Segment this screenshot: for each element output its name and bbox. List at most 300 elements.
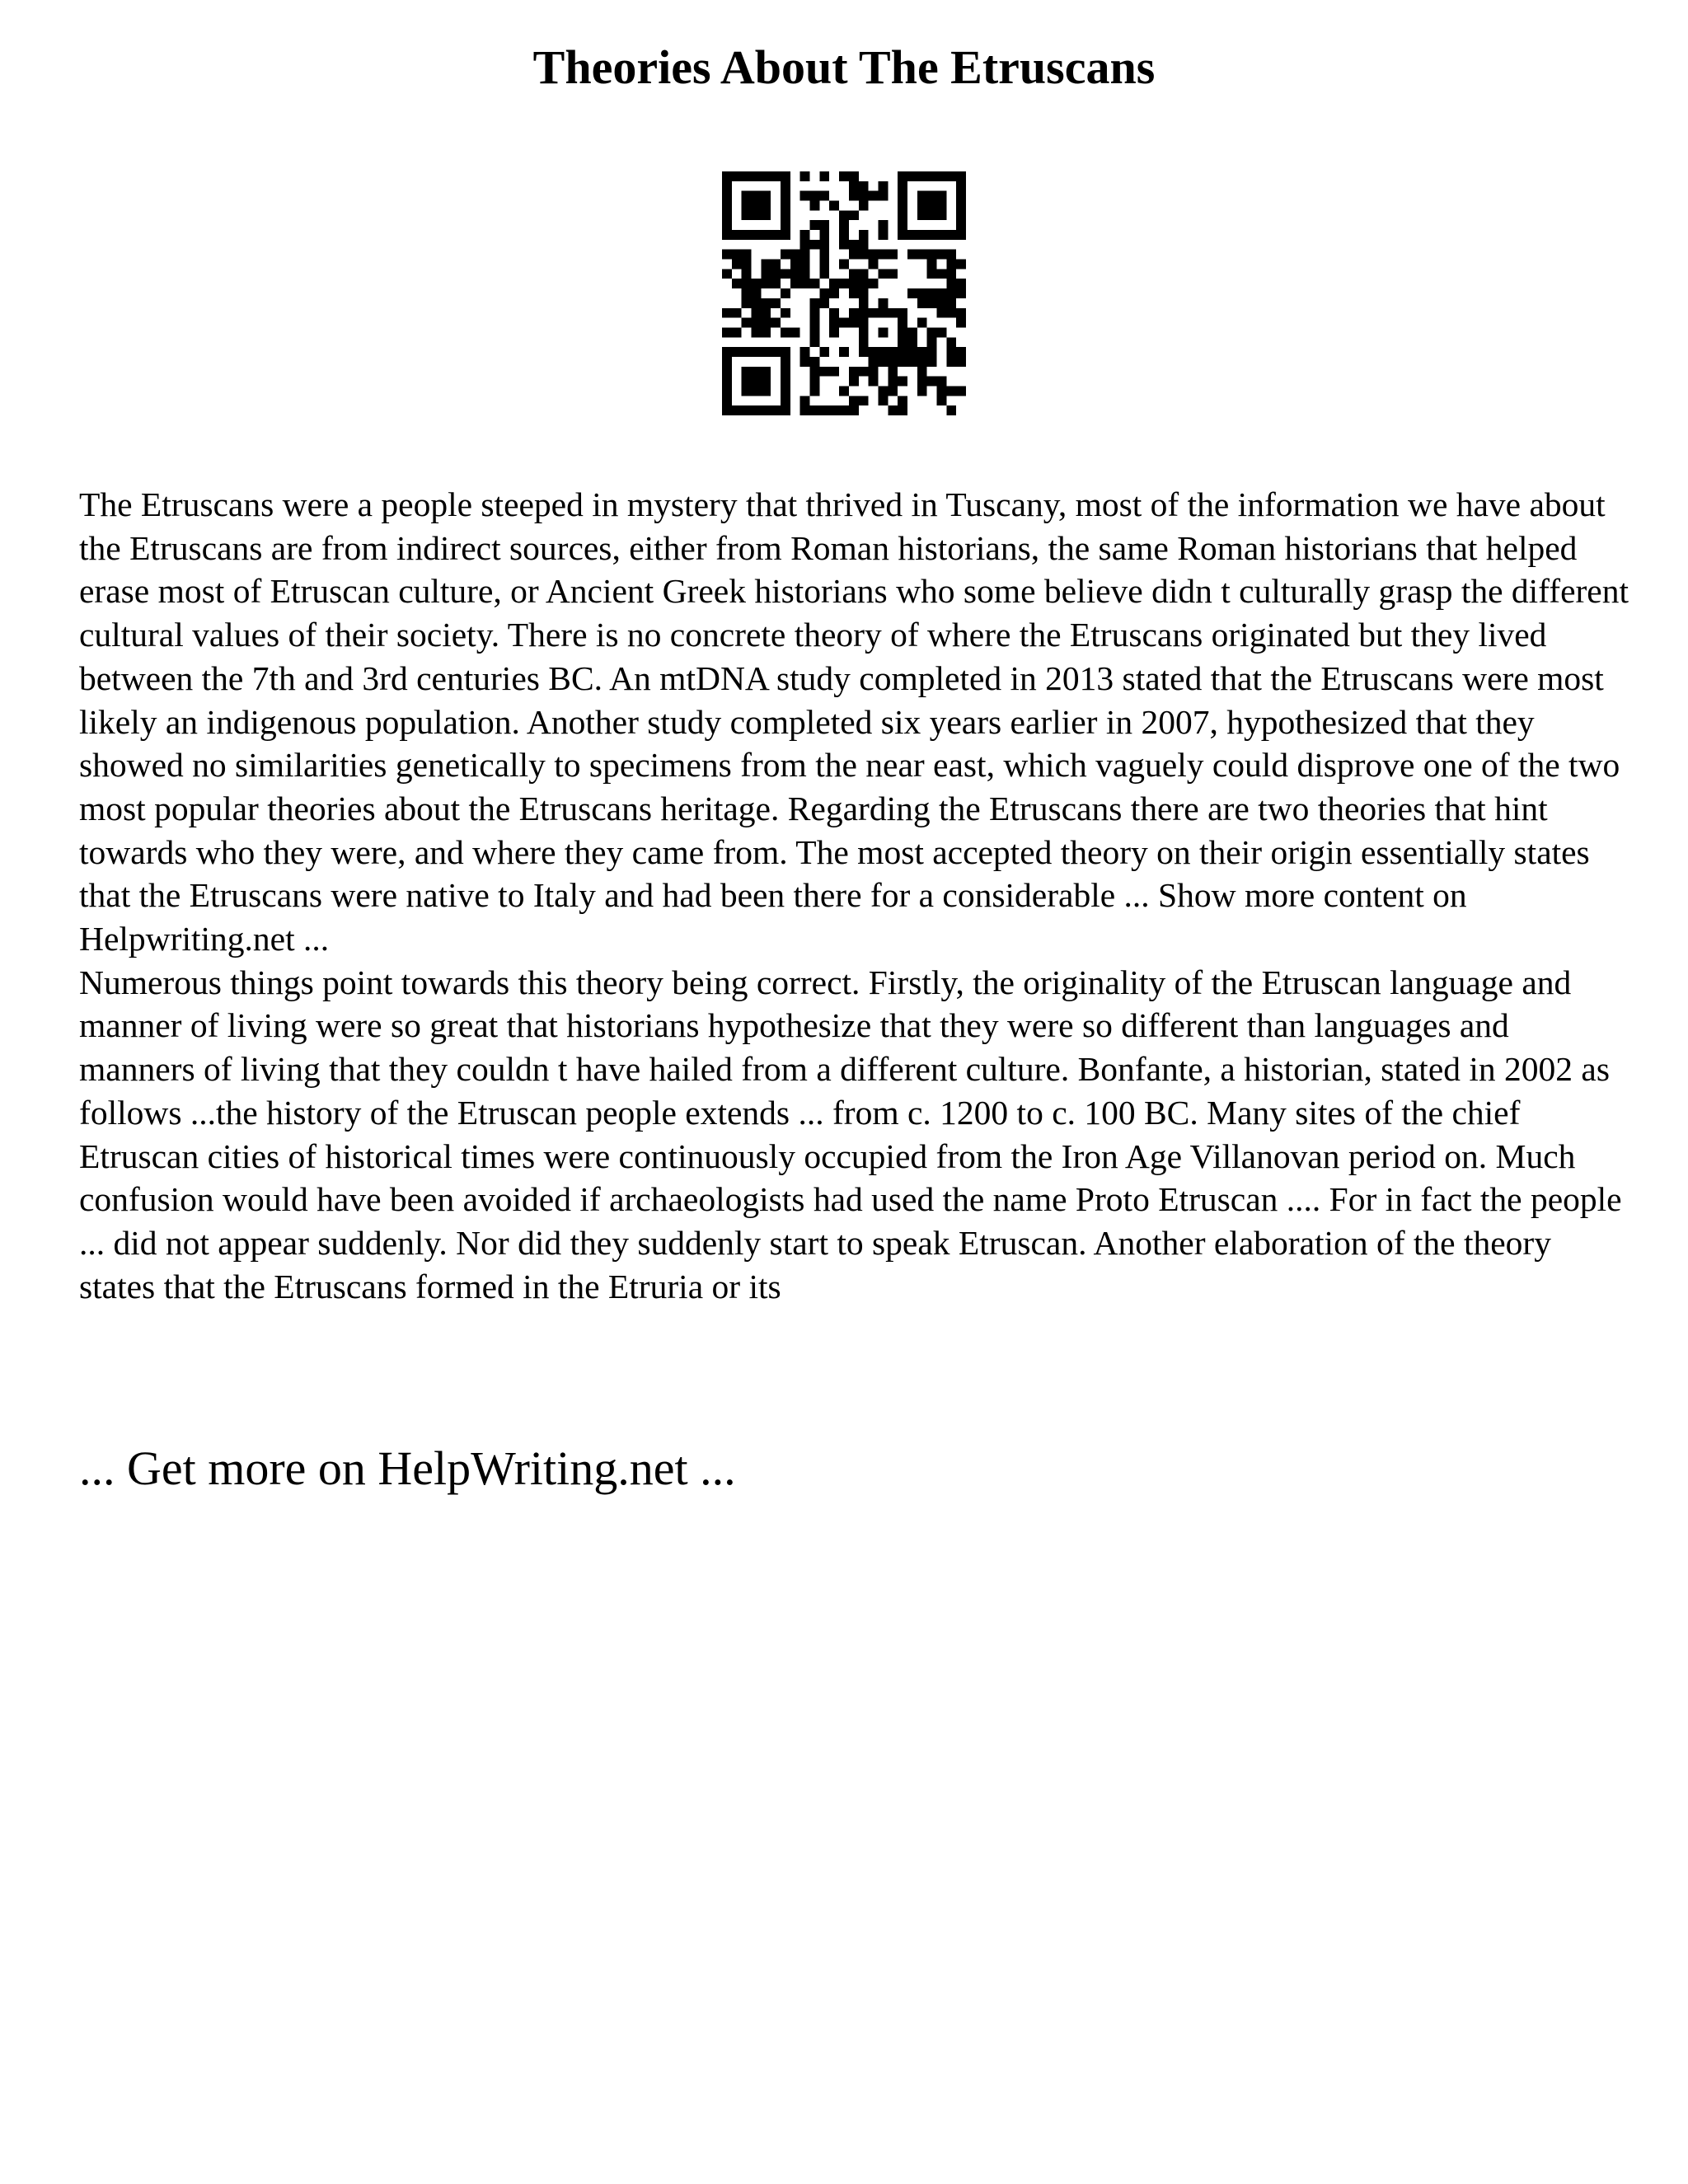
qr-module: [810, 240, 820, 250]
qr-module: [761, 347, 771, 357]
qr-module: [839, 230, 849, 240]
qr-module: [810, 298, 820, 308]
qr-module: [781, 396, 790, 405]
qr-module: [946, 298, 956, 308]
qr-module: [732, 250, 742, 260]
qr-module: [849, 377, 859, 387]
qr-module: [800, 357, 810, 367]
qr-module: [829, 279, 839, 288]
qr-module: [956, 230, 966, 240]
qr-module: [917, 386, 927, 396]
qr-module: [956, 210, 966, 220]
qr-module: [781, 308, 790, 318]
qr-module: [936, 230, 946, 240]
qr-module: [752, 288, 762, 298]
qr-module: [888, 357, 898, 367]
qr-module: [849, 191, 859, 201]
qr-module: [752, 230, 762, 240]
qr-module: [888, 377, 898, 387]
qr-module: [722, 347, 732, 357]
qr-module: [946, 260, 956, 269]
qr-module: [878, 230, 888, 240]
qr-module: [898, 318, 907, 328]
qr-module: [781, 386, 790, 396]
qr-module: [722, 405, 732, 415]
qr-module: [732, 260, 742, 269]
qr-module: [752, 327, 762, 337]
qr-module: [878, 327, 888, 337]
qr-module: [859, 181, 869, 191]
qr-module: [752, 201, 762, 211]
qr-module: [819, 260, 829, 269]
qr-module: [732, 308, 742, 318]
qr-module: [761, 279, 771, 288]
qr-module: [946, 357, 956, 367]
qr-module: [819, 230, 829, 240]
qr-module: [742, 260, 752, 269]
qr-module: [839, 171, 849, 181]
qr-module: [869, 250, 879, 260]
qr-module: [781, 377, 790, 387]
qr-module: [936, 210, 946, 220]
qr-module: [936, 298, 946, 308]
qr-module: [927, 269, 937, 279]
qr-module: [839, 318, 849, 328]
qr-module: [888, 269, 898, 279]
qr-module: [722, 171, 732, 181]
qr-module: [839, 405, 849, 415]
qr-module: [956, 279, 966, 288]
qr-module: [946, 337, 956, 347]
qr-module: [898, 181, 907, 191]
qr-module: [819, 240, 829, 250]
qr-module: [742, 269, 752, 279]
qr-module: [742, 298, 752, 308]
qr-module: [898, 230, 907, 240]
qr-module: [849, 250, 859, 260]
qr-module: [761, 210, 771, 220]
qr-module: [859, 269, 869, 279]
qr-module: [878, 298, 888, 308]
qr-module: [956, 181, 966, 191]
qr-module: [761, 191, 771, 201]
qr-module: [742, 171, 752, 181]
qr-module: [810, 386, 820, 396]
qr-module: [819, 367, 829, 377]
qr-module: [790, 250, 800, 260]
qr-module: [781, 288, 790, 298]
qr-module: [839, 386, 849, 396]
qr-module: [800, 405, 810, 415]
article-body: [79, 483, 1629, 1308]
qr-module: [927, 171, 937, 181]
qr-module: [849, 396, 859, 405]
qr-module: [761, 377, 771, 387]
qr-module: [859, 279, 869, 288]
qr-module: [742, 250, 752, 260]
qr-module: [742, 367, 752, 377]
qr-module: [732, 171, 742, 181]
qr-module: [859, 240, 869, 250]
qr-module: [761, 269, 771, 279]
qr-module: [898, 171, 907, 181]
qr-module: [849, 269, 859, 279]
qr-module: [819, 269, 829, 279]
qr-module: [810, 191, 820, 201]
qr-module: [849, 405, 859, 415]
qr-module: [781, 327, 790, 337]
qr-module: [927, 230, 937, 240]
qr-module: [898, 210, 907, 220]
qr-module: [781, 171, 790, 181]
qr-module: [781, 201, 790, 211]
qr-module: [859, 347, 869, 357]
qr-module: [878, 308, 888, 318]
qr-module: [810, 367, 820, 377]
qr-module: [869, 308, 879, 318]
qr-module: [849, 318, 859, 328]
qr-module: [869, 367, 879, 377]
qr-module: [956, 220, 966, 230]
qr-module: [936, 327, 946, 337]
qr-module: [907, 288, 917, 298]
qr-module: [898, 308, 907, 318]
qr-module: [936, 377, 946, 387]
qr-module: [722, 377, 732, 387]
qr-module: [819, 220, 829, 230]
qr-module: [878, 250, 888, 260]
qr-module: [898, 191, 907, 201]
qr-module: [917, 201, 927, 211]
qr-module: [927, 337, 937, 347]
qr-module: [752, 405, 762, 415]
qr-module: [742, 201, 752, 211]
qr-module: [956, 308, 966, 318]
qr-module: [752, 367, 762, 377]
qr-module: [917, 377, 927, 387]
qr-module: [752, 308, 762, 318]
qr-module: [752, 377, 762, 387]
qr-module: [722, 191, 732, 201]
qr-module: [946, 405, 956, 415]
qr-module: [771, 230, 781, 240]
qr-module: [946, 288, 956, 298]
qr-module: [859, 298, 869, 308]
qr-module: [781, 347, 790, 357]
qr-module: [869, 260, 879, 269]
qr-module: [936, 201, 946, 211]
qr-module: [810, 308, 820, 318]
qr-module: [810, 201, 820, 211]
qr-module: [771, 279, 781, 288]
qr-module: [859, 230, 869, 240]
qr-code-graphic: [722, 171, 966, 415]
qr-module: [761, 318, 771, 328]
qr-module: [859, 396, 869, 405]
qr-module: [800, 250, 810, 260]
qr-module: [859, 288, 869, 298]
qr-module: [829, 327, 839, 337]
qr-module: [732, 327, 742, 337]
qr-module: [917, 210, 927, 220]
qr-module: [946, 347, 956, 357]
qr-module: [722, 201, 732, 211]
qr-module: [819, 191, 829, 201]
qr-module: [752, 347, 762, 357]
qr-module: [878, 269, 888, 279]
qr-module: [771, 318, 781, 328]
qr-module: [781, 220, 790, 230]
qr-module: [927, 298, 937, 308]
qr-module: [800, 279, 810, 288]
qr-module: [742, 230, 752, 240]
qr-module: [752, 191, 762, 201]
qr-module: [859, 191, 869, 201]
qr-module: [761, 327, 771, 337]
qr-module: [771, 171, 781, 181]
qr-module: [956, 201, 966, 211]
qr-module: [819, 250, 829, 260]
qr-module: [917, 298, 927, 308]
qr-module: [936, 250, 946, 260]
qr-module: [752, 279, 762, 288]
qr-module: [927, 357, 937, 367]
qr-module: [800, 240, 810, 250]
qr-module: [790, 279, 800, 288]
qr-module: [956, 347, 966, 357]
qr-module: [878, 396, 888, 405]
qr-module: [888, 405, 898, 415]
qr-module: [839, 279, 849, 288]
qr-module: [946, 171, 956, 181]
qr-module: [722, 181, 732, 191]
qr-module: [771, 260, 781, 269]
qr-module: [829, 308, 839, 318]
qr-module: [956, 357, 966, 367]
qr-module: [849, 210, 859, 220]
qr-module: [898, 347, 907, 357]
qr-module: [917, 230, 927, 240]
qr-module: [859, 308, 869, 318]
qr-module: [742, 279, 752, 288]
qr-module: [936, 269, 946, 279]
qr-module: [722, 357, 732, 367]
qr-module: [781, 367, 790, 377]
qr-module: [869, 191, 879, 201]
qr-module: [907, 250, 917, 260]
qr-module: [927, 191, 937, 201]
qr-module: [790, 260, 800, 269]
qr-module: [732, 405, 742, 415]
qr-module: [742, 377, 752, 387]
qr-module: [839, 210, 849, 220]
qr-module: [907, 171, 917, 181]
qr-module: [878, 181, 888, 191]
qr-module: [732, 230, 742, 240]
qr-module: [898, 337, 907, 347]
qr-module: [829, 405, 839, 415]
qr-module: [819, 347, 829, 357]
qr-module: [898, 377, 907, 387]
qr-module: [849, 308, 859, 318]
qr-module: [722, 269, 732, 279]
qr-module: [888, 308, 898, 318]
qr-module: [781, 250, 790, 260]
qr-module: [898, 405, 907, 415]
qr-module: [956, 386, 966, 396]
qr-module: [781, 269, 790, 279]
qr-module: [722, 210, 732, 220]
qr-module: [761, 367, 771, 377]
qr-module: [869, 357, 879, 367]
qr-module: [752, 171, 762, 181]
qr-module: [956, 288, 966, 298]
qr-module: [936, 191, 946, 201]
qr-module: [742, 347, 752, 357]
qr-module: [761, 230, 771, 240]
qr-module: [917, 318, 927, 328]
qr-module: [742, 288, 752, 298]
qr-module: [849, 181, 859, 191]
qr-module: [761, 171, 771, 181]
qr-module: [956, 171, 966, 181]
qr-module: [761, 298, 771, 308]
qr-module: [732, 279, 742, 288]
qr-module: [859, 318, 869, 328]
get-more-link[interactable]: ... Get more on HelpWriting.net ...: [79, 1441, 736, 1495]
qr-module: [800, 171, 810, 181]
qr-module: [888, 386, 898, 396]
qr-module: [917, 171, 927, 181]
qr-module: [752, 210, 762, 220]
qr-module: [810, 337, 820, 347]
qr-module: [956, 318, 966, 328]
paragraph-1: The Etruscans were a people steeped in mystery that thrived in Tuscany, most of the information we have about the Etruscans are from indirect sources, either from Roman historians, the same Roman historians that helped erase most of Etruscan culture, or Ancient Greek historians who some believe didn t culturally grasp the different cultural values of their society. There is no concrete theory of where the Etruscans originated but they lived between the 7th and 3rd centuries BC. An mtDNA study completed in 2013 stated that the Etruscans were most likely an indigenous population. Another study completed six years earlier in 2007, hypothesized that they showed no similarities genetically to specimens from the near east, which vaguely could disprove one of the two most popular theories about the Etruscans heritage. Regarding the Etruscans there are two theories that hint towards who they were, and where they came from. The most accepted theory on their origin essentially states that the Etruscans were native to Italy and had been there for a considerable ... Show more content on Helpwriting.net ...: [79, 485, 1629, 958]
qr-module: [917, 357, 927, 367]
qr-module: [781, 357, 790, 367]
qr-module: [800, 347, 810, 357]
qr-module: [722, 250, 732, 260]
qr-module: [810, 279, 820, 288]
qr-module: [878, 386, 888, 396]
qr-module: [742, 386, 752, 396]
qr-module: [888, 367, 898, 377]
qr-module: [752, 386, 762, 396]
qr-module: [800, 230, 810, 240]
qr-module: [742, 318, 752, 328]
qr-module: [907, 230, 917, 240]
qr-module: [859, 201, 869, 211]
qr-module: [888, 347, 898, 357]
qr-module: [810, 405, 820, 415]
qr-module: [810, 220, 820, 230]
qr-module: [956, 191, 966, 201]
qr-module: [869, 347, 879, 357]
qr-module: [849, 240, 859, 250]
qr-module: [859, 367, 869, 377]
qr-module: [907, 357, 917, 367]
qr-module: [956, 260, 966, 269]
qr-module: [907, 327, 917, 337]
qr-module: [907, 337, 917, 347]
qr-module: [800, 260, 810, 269]
qr-module: [810, 318, 820, 328]
qr-module: [927, 377, 937, 387]
qr-module: [819, 288, 829, 298]
qr-module: [946, 279, 956, 288]
qr-module: [878, 357, 888, 367]
qr-module: [771, 269, 781, 279]
qr-module: [819, 171, 829, 181]
qr-module: [761, 308, 771, 318]
qr-module: [917, 250, 927, 260]
qr-module: [917, 347, 927, 357]
qr-module: [781, 405, 790, 415]
qr-module: [946, 230, 956, 240]
qr-module: [752, 298, 762, 308]
qr-module: [946, 386, 956, 396]
paragraph-2: Numerous things point towards this theory being correct. Firstly, the originality of the Etruscan language and manner of living were so great that historians hypothesize that they were so different than languages and manners of living that they couldn t have hailed from a different culture. Bonfante, a historian, stated in 2002 as follows ...the history of the Etruscan people extends ... from c. 1200 to c. 100 BC. Many sites of the chief Etruscan cities of historical times were continuously occupied from the Iron Age Villanovan period on. Much confusion would have been avoided if archaeologists had used the name Proto Etruscan .... For in fact the people ... did not appear suddenly. Nor did they suddenly start to speak Etruscan. Another elaboration of the theory states that the Etruscans formed in the Etruria or its: [79, 963, 1622, 1305]
qr-module: [927, 250, 937, 260]
qr-module: [829, 201, 839, 211]
qr-module: [839, 260, 849, 269]
qr-module: [761, 201, 771, 211]
qr-module: [810, 357, 820, 367]
qr-module: [878, 191, 888, 201]
qr-module: [936, 288, 946, 298]
qr-module: [859, 337, 869, 347]
qr-module: [849, 171, 859, 181]
qr-module: [829, 288, 839, 298]
qr-module: [869, 279, 879, 288]
qr-module: [722, 327, 732, 337]
qr-module: [790, 269, 800, 279]
qr-module: [917, 367, 927, 377]
qr-module: [829, 367, 839, 377]
qr-module: [869, 377, 879, 387]
qr-module: [839, 347, 849, 357]
qr-module: [810, 377, 820, 387]
qr-module: [771, 405, 781, 415]
qr-module: [936, 386, 946, 396]
qr-module: [839, 240, 849, 250]
qr-module: [800, 396, 810, 405]
qr-module: [722, 220, 732, 230]
qr-module: [771, 298, 781, 308]
qr-module: [936, 396, 946, 405]
qr-module: [800, 269, 810, 279]
page-title: Theories About The Etruscans: [532, 40, 1156, 94]
qr-module: [722, 386, 732, 396]
qr-module: [898, 220, 907, 230]
qr-module: [878, 220, 888, 230]
qr-module: [761, 260, 771, 269]
qr-module: [849, 288, 859, 298]
qr-module: [829, 318, 839, 328]
qr-module: [898, 201, 907, 211]
qr-module: [927, 201, 937, 211]
qr-module: [917, 191, 927, 201]
qr-module: [898, 396, 907, 405]
qr-module: [907, 347, 917, 357]
qr-module: [722, 308, 732, 318]
qr-module: [810, 327, 820, 337]
qr-module: [800, 191, 810, 201]
qr-module: [742, 191, 752, 201]
qr-module: [761, 405, 771, 415]
qr-code-icon[interactable]: [722, 171, 966, 415]
qr-module: [752, 318, 762, 328]
